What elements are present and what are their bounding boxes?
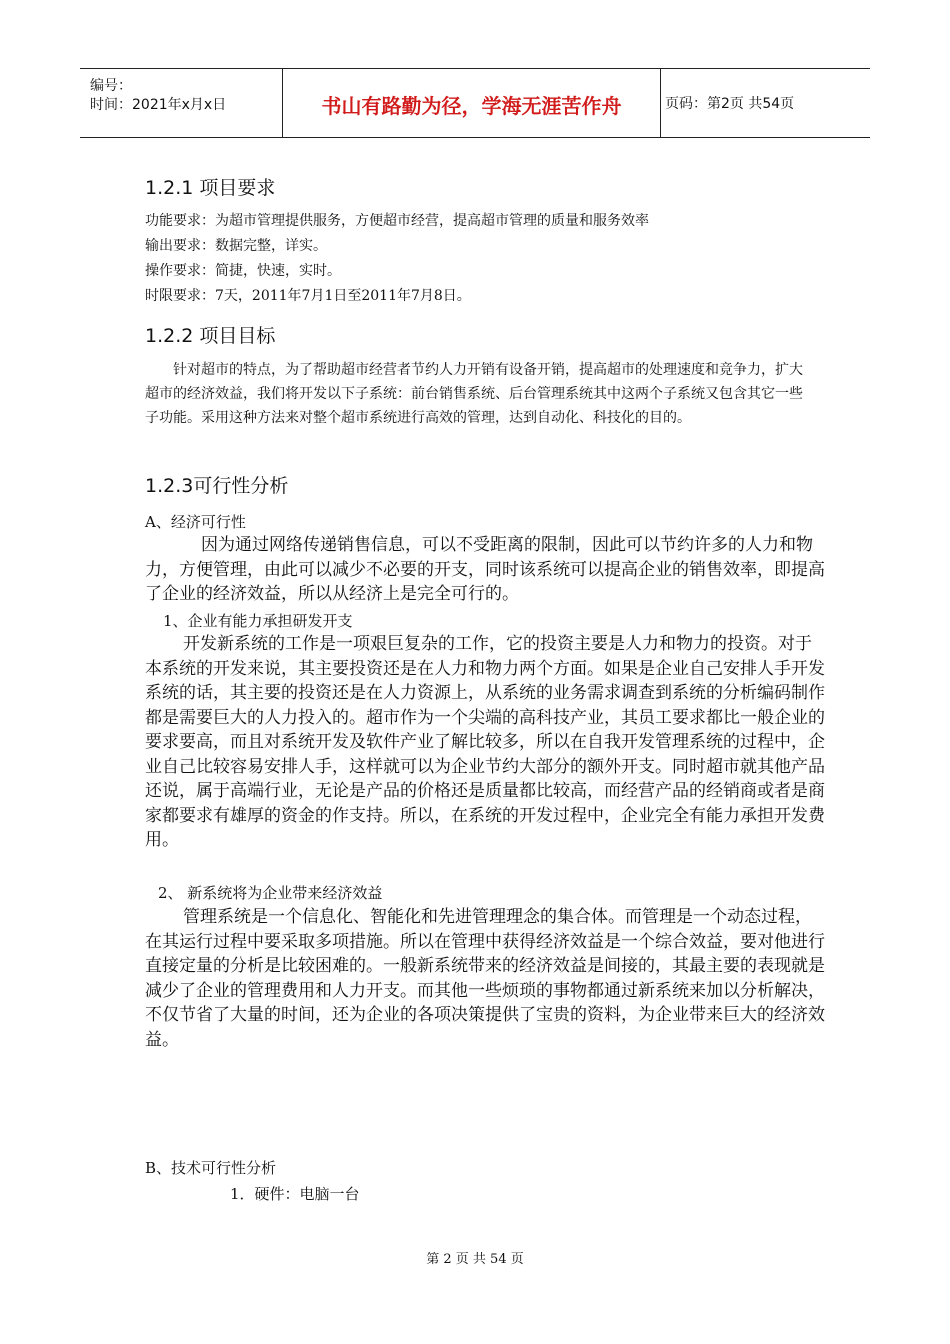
requirement-deadline: 时限要求：7天，2011年7月1日至2011年7月8日。 — [145, 288, 471, 304]
economic-feasibility-title: A、经济可行性 — [145, 513, 246, 531]
hardware-item: 1．硬件：电脑一台 — [230, 1185, 360, 1203]
section-title-1-2-3: 1.2.3可行性分析 — [145, 475, 289, 497]
item1-paragraph: 开发新系统的工作是一项艰巨复杂的工作，它的投资主要是人力和物力的投资。对于本系统的开发来说，其主要投资还是在人力和物力两个方面。如果是企业自己安排人手开发系统的话，其主要的投资还是在人力资源上，从系统的业务需求调查到系统的分析编码制作都是需要巨大的人力投入的。超市作为一个尖端的高科技产业，其员工要求都比一般企业的要求要高，而且对系统开发及软件产业了解比较多，所以在自我开发管理系统的过程中，企业自己比较容易安排人手，这样就可以为企业节约大部分的额外开支。同时超市就其他产品还说，属于高端行业，无论是产品的价格还是质量都比较高，而经营产品的经销商或者是商家都要求有雄厚的资金的作支持。所以，在系统的开发过程中，企业完全有能力承担开发费用。 — [145, 634, 825, 850]
header-page-cell — [661, 69, 870, 137]
header-page-info: 页码：第2页 共54页 — [665, 96, 795, 112]
page-footer: 第 2 页 共 54 页 — [426, 1252, 524, 1267]
header-left-cell — [80, 69, 283, 137]
header-motto-cell — [283, 69, 661, 137]
requirement-function: 功能要求：为超市管理提供服务，方便超市经营，提高超市管理的质量和服务效率 — [145, 213, 649, 229]
section-title-1-2-2: 1.2.2 项目目标 — [145, 325, 276, 347]
requirement-output: 输出要求：数据完整，详实。 — [145, 238, 327, 254]
project-goal-paragraph: 针对超市的特点，为了帮助超市经营者节约人力开销有设备开销，提高超市的处理速度和竞争力，扩大超市的经济效益，我们将开发以下子系统：前台销售系统、后台管理系统其中这两个子系统又包含其它一些子功能。采用这种方法来对整个超市系统进行高效的管理，达到自动化、科技化的目的。 — [145, 362, 803, 426]
header-motto: 书山有路勤为径，学海无涯苦作舟 — [321, 94, 622, 118]
item2-paragraph: 管理系统是一个信息化、智能化和先进管理理念的集合体。而管理是一个动态过程，在其运行过程中要采取多项措施。所以在管理中获得经济效益是一个综合效益，要对他进行直接定量的分析是比较困难的。一般新系统带来的经济效益是间接的，其最主要的表现就是减少了企业的管理费用和人力开支。而其他一些烦琐的事物都通过新系统来加以分析解决，不仅节省了大量的时间，还为企业的各项决策提供了宝贵的资料，为企业带来巨大的经济效益。 — [145, 907, 825, 1050]
document-number-label: 编号： — [90, 78, 132, 94]
economic-feasibility-paragraph: 因为通过网络传递销售信息，可以不受距离的限制，因此可以节约许多的人力和物力，方便管理，由此可以减少不必要的开支，同时该系统可以提高企业的销售效率，即提高了企业的经济效益，所以从经济上是完全可行的。 — [145, 535, 825, 604]
section-title-1-2-1: 1.2.1 项目要求 — [145, 177, 276, 199]
item2-title: 2、 新系统将为企业带来经济效益 — [158, 884, 383, 902]
requirement-operation: 操作要求：简捷，快速，实时。 — [145, 263, 341, 279]
page-header — [80, 68, 870, 138]
technical-feasibility-title: B、技术可行性分析 — [145, 1159, 277, 1177]
item1-title: 1、企业有能力承担研发开支 — [163, 612, 353, 630]
document-date: 时间：2021年x月x日 — [90, 97, 227, 113]
